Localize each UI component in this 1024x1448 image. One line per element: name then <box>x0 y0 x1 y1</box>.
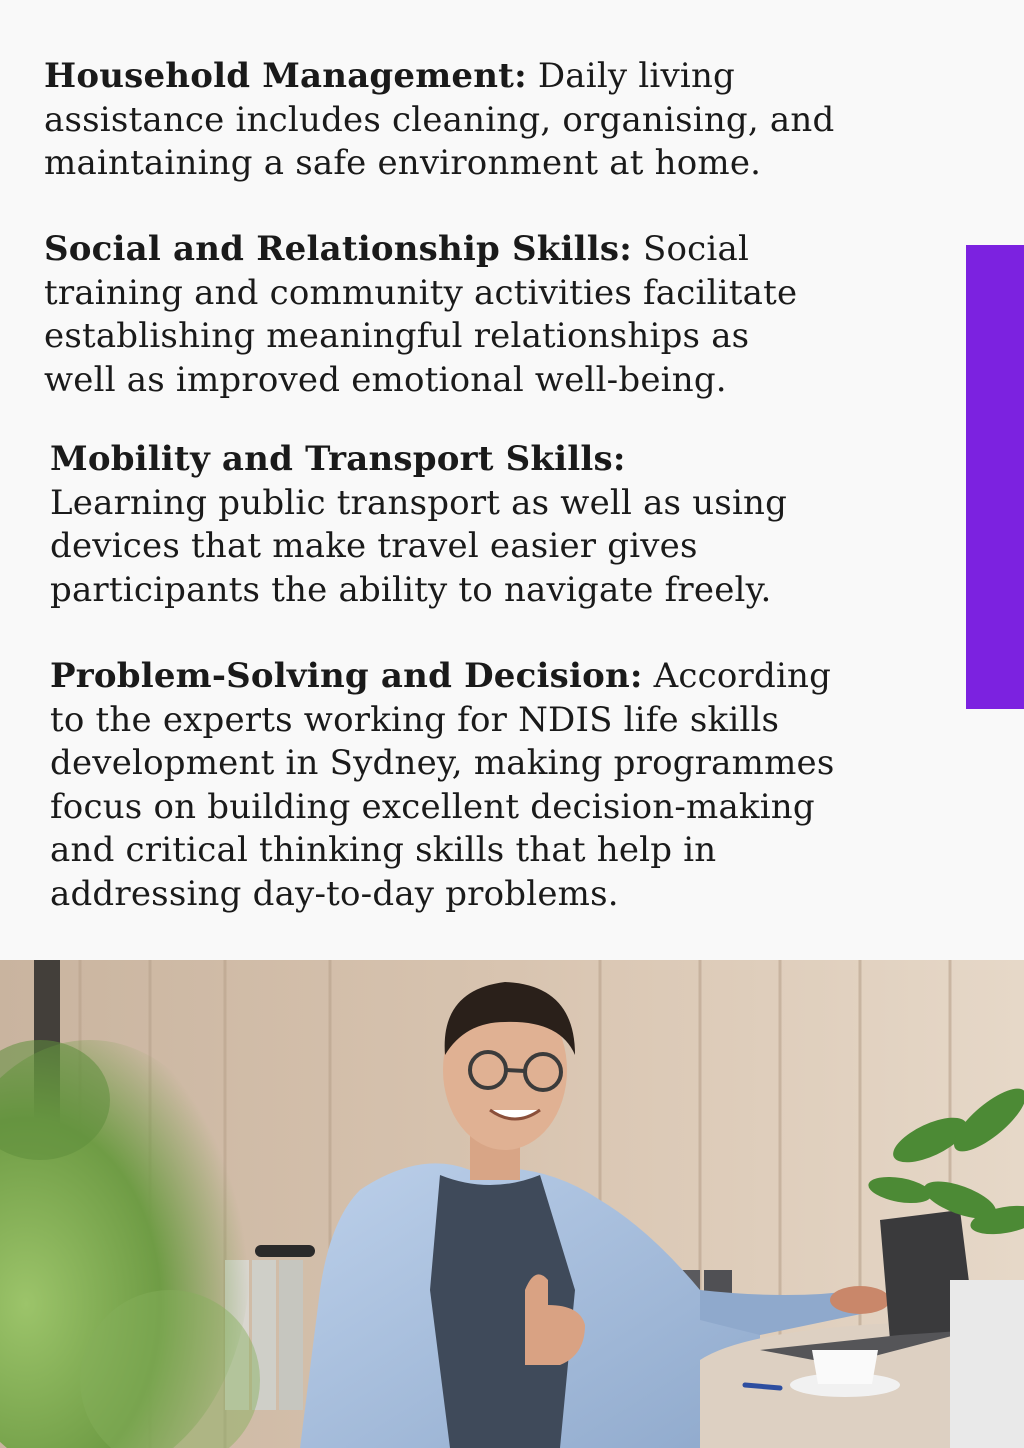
social-relationship-paragraph <box>44 228 824 402</box>
accent-bar <box>966 245 1024 709</box>
section-heading: Social and Relationship Skills: <box>44 229 632 269</box>
household-management-paragraph <box>44 55 844 186</box>
problem-solving-paragraph <box>50 655 850 916</box>
mobility-transport-paragraph <box>50 438 790 612</box>
office-photo <box>0 960 1024 1448</box>
section-body: According to the experts working for NDIS life skills development in Sydney, making programmes focus on building excellent decision-making and critical thinking skills that help in addressing day-to-day problems. <box>50 656 835 914</box>
section-heading: Household Management: <box>44 56 527 96</box>
section-body: Social training and community activities facilitate establishing meaningful relationships as well as improved emotional well-being. <box>44 229 798 400</box>
section-body: Learning public transport as well as using devices that make travel easier gives participants the ability to navigate freely. <box>50 482 788 610</box>
section-heading: Problem-Solving and Decision: <box>50 656 643 696</box>
section-heading: Mobility and Transport Skills: <box>50 439 626 479</box>
section-body: Daily living assistance includes cleaning, organising, and maintaining a safe environment at home. <box>44 56 835 183</box>
